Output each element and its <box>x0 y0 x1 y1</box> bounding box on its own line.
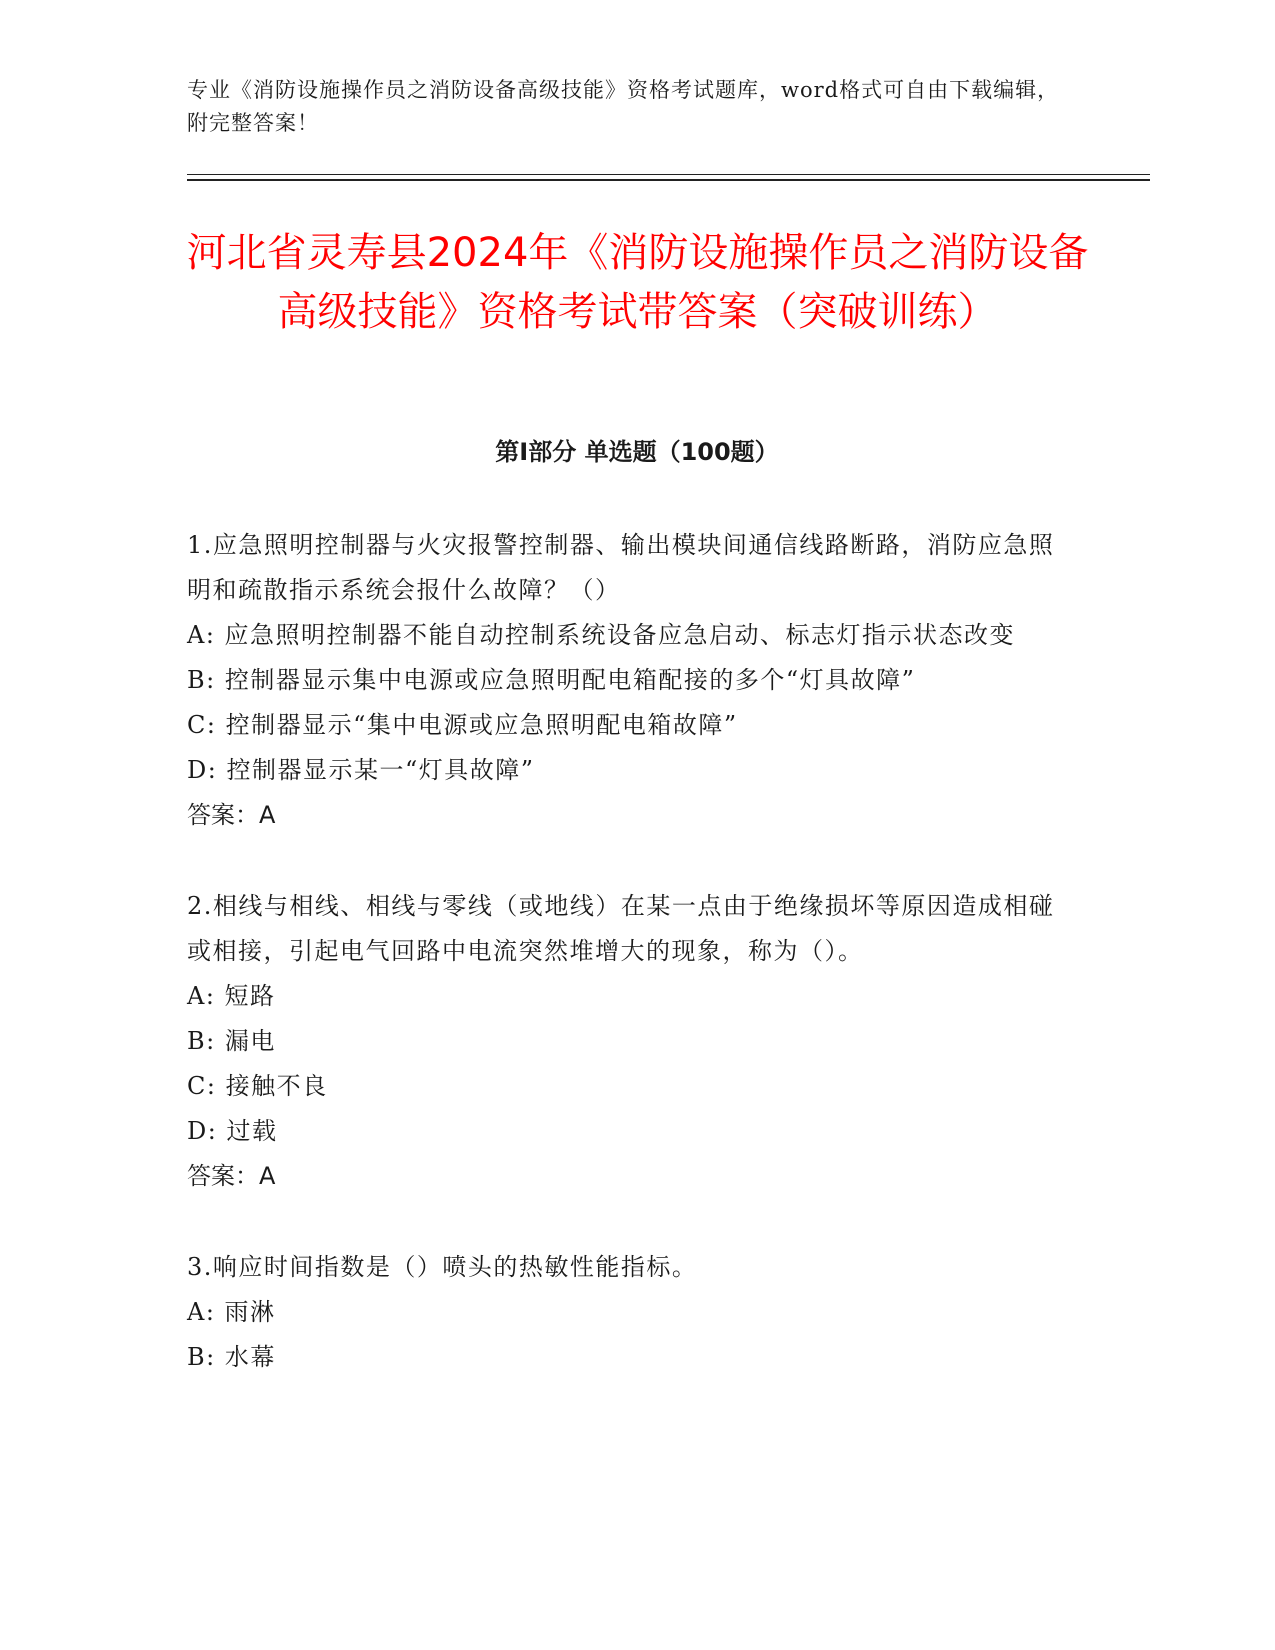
question-text: 1.应急照明控制器与火灾报警控制器、输出模块间通信线路断路，消防应急照明和疏散指示系统会报什么故障？（） <box>187 531 1055 604</box>
section-heading: 第I部分 单选题（100题） <box>495 438 779 466</box>
header-rule-thick <box>187 179 1150 181</box>
question-text: 2.相线与相线、相线与零线（或地线）在某一点由于绝缘损坏等原因造成相碰或相接，引起电气回路中电流突然堆增大的现象，称为（）。 <box>187 892 1055 965</box>
option-d: D: 控制器显示某一“灯具故障” <box>187 756 535 784</box>
option-a: A: 短路 <box>187 982 276 1010</box>
answer-text: 答案：A <box>187 801 276 829</box>
question-item <box>187 1245 1077 1380</box>
question-item <box>187 523 1077 838</box>
option-c: C: 接触不良 <box>187 1072 328 1100</box>
option-b: B: 控制器显示集中电源或应急照明配电箱配接的多个“灯具故障” <box>187 666 916 694</box>
option-b: B: 水幕 <box>187 1343 276 1371</box>
question-text: 3.响应时间指数是（）喷头的热敏性能指标。 <box>187 1253 698 1281</box>
header-note: 专业《消防设施操作员之消防设备高级技能》资格考试题库，word格式可自由下载编辑，附完整答案！ <box>187 78 1060 135</box>
question-list <box>187 523 1077 1426</box>
option-b: B: 漏电 <box>187 1027 276 1055</box>
option-a: A: 应急照明控制器不能自动控制系统设备应急启动、标志灯指示状态改变 <box>187 621 1016 649</box>
question-item <box>187 884 1077 1199</box>
option-a: A: 雨淋 <box>187 1298 276 1326</box>
header-rule-thin <box>187 174 1150 175</box>
option-c: C: 控制器显示“集中电源或应急照明配电箱故障” <box>187 711 738 739</box>
option-d: D: 过载 <box>187 1117 278 1145</box>
document-title: 河北省灵寿县2024年《消防设施操作员之消防设备高级技能》资格考试带答案（突破训练） <box>186 230 1089 335</box>
answer-text: 答案：A <box>187 1162 276 1190</box>
